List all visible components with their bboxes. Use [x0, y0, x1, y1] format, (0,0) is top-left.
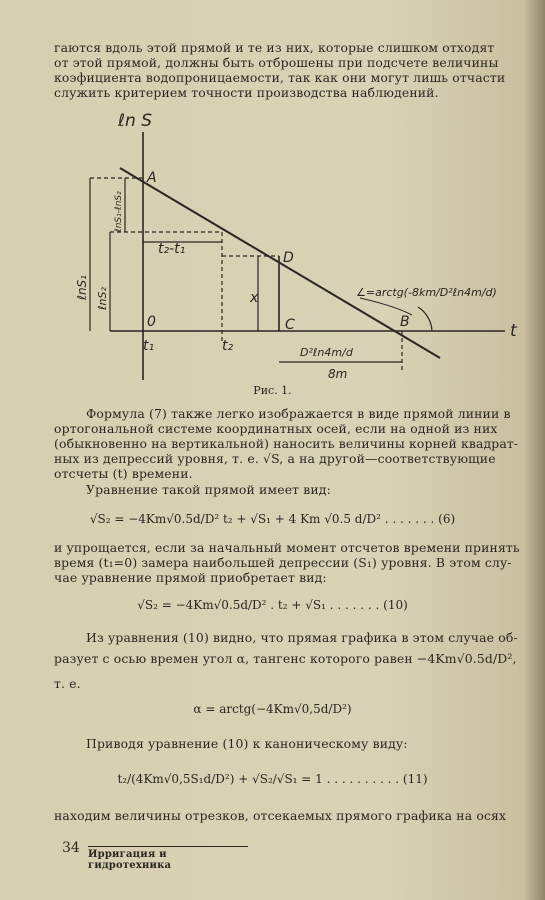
text-line: время (t₁=0) замера наибольшей депрессии (S₁) уровня. В этом слу- [54, 555, 512, 570]
paragraph-7 [54, 808, 538, 823]
text-line: т. е. [54, 676, 81, 691]
angle-arc [418, 307, 432, 331]
text-line: находим величины отрезков, отсекаемых прямого графика на осях [54, 808, 507, 823]
text-line: служить критерием точности производства наблюдений. [54, 85, 439, 100]
lnS1-label: ℓnS₁ [75, 275, 89, 300]
paragraph-6 [54, 736, 538, 751]
figure-1 [0, 110, 545, 390]
paragraph-2 [54, 406, 538, 481]
intercept-numerator: D²ℓn4m/d [300, 346, 353, 359]
point-a-label: A [147, 170, 157, 186]
t2-label: t₂ [222, 338, 234, 354]
y-axis-label: ℓn S [118, 111, 152, 131]
text-line: и упрощается, если за начальный момент отсчетов времени принять [54, 540, 520, 555]
paragraph-4 [54, 540, 538, 585]
intercept-denominator: 8m [328, 367, 348, 381]
figure-caption: Рис. 1. [253, 384, 292, 397]
t2-minus-t1-label: t₂-t₁ [158, 241, 186, 257]
lnS2-label: ℓnS₂ [96, 287, 109, 310]
t1-label: t₁ [143, 338, 155, 354]
point-c-label: C [285, 317, 295, 333]
text-line: отсчеты (t) времени. [54, 466, 193, 481]
formula-11: t₂/(4Km√0,5S₁d/D²) + √S₂/√S₁ = 1 . . . . . . . . . . (11) [117, 772, 428, 786]
text-line: коэфициента водопроницаемости, так как они могут лишь отчасти [54, 70, 506, 85]
text-line: Формула (7) также легко изображается в виде прямой линии в [86, 406, 511, 421]
text-line: Из уравнения (10) видно, что прямая графика в этом случае об- [86, 630, 518, 645]
point-b-label: B [400, 314, 410, 330]
text-line: Приводя уравнение (10) к каноническому виду: [86, 736, 408, 751]
text-line: разует с осью времен угол α, тангенс которого равен −4Km√0.5d/D², [54, 651, 517, 666]
text-line: Уравнение такой прямой имеет вид: [86, 482, 331, 497]
point-d-label: D [283, 250, 294, 266]
formula-6: √S₂ = −4Km√0.5d/D² t₂ + √S₁ + 4 Km √0.5 d/D² . . . . . . . (6) [89, 512, 456, 526]
x-label: x [250, 290, 259, 306]
t-axis-label: t [510, 321, 517, 341]
text-line: чае уравнение прямой приобретает вид: [54, 570, 327, 585]
text-line: ных из депрессий уровня, т. е. √S, а на другой—соответствующие [54, 451, 496, 466]
graph-line [120, 168, 440, 358]
lnS1-minus-lnS2-label: ℓnS₁-ℓnS₂ [114, 191, 124, 232]
top-paragraph [54, 40, 538, 100]
formula-alpha: α = arctg(−4Km√0,5d/D²) [193, 702, 352, 716]
formula-10: √S₂ = −4Km√0.5d/D² . t₂ + √S₁ . . . . . . . (10) [137, 598, 408, 612]
page-number: 34 [62, 840, 80, 856]
paragraph-3 [54, 482, 538, 497]
origin-label: 0 [147, 314, 156, 330]
text-line: (обыкновенно на вертикальной) наносить величины корней квадрат- [54, 436, 519, 451]
text-line: гаются вдоль этой прямой и те из них, которые слишком отходят [54, 40, 495, 55]
paragraph-5 [54, 630, 538, 691]
angle-label: ∠=arctg(-8km/D²ℓn4m/d) [356, 286, 497, 299]
text-line: ортогональной системе координатных осей, если на одной из них [54, 421, 498, 436]
angle-pointer [360, 298, 412, 315]
text-line: от этой прямой, должны быть отброшены при подсчете величины [54, 55, 499, 70]
journal-title: Ирригация и гидротехника [88, 846, 248, 871]
